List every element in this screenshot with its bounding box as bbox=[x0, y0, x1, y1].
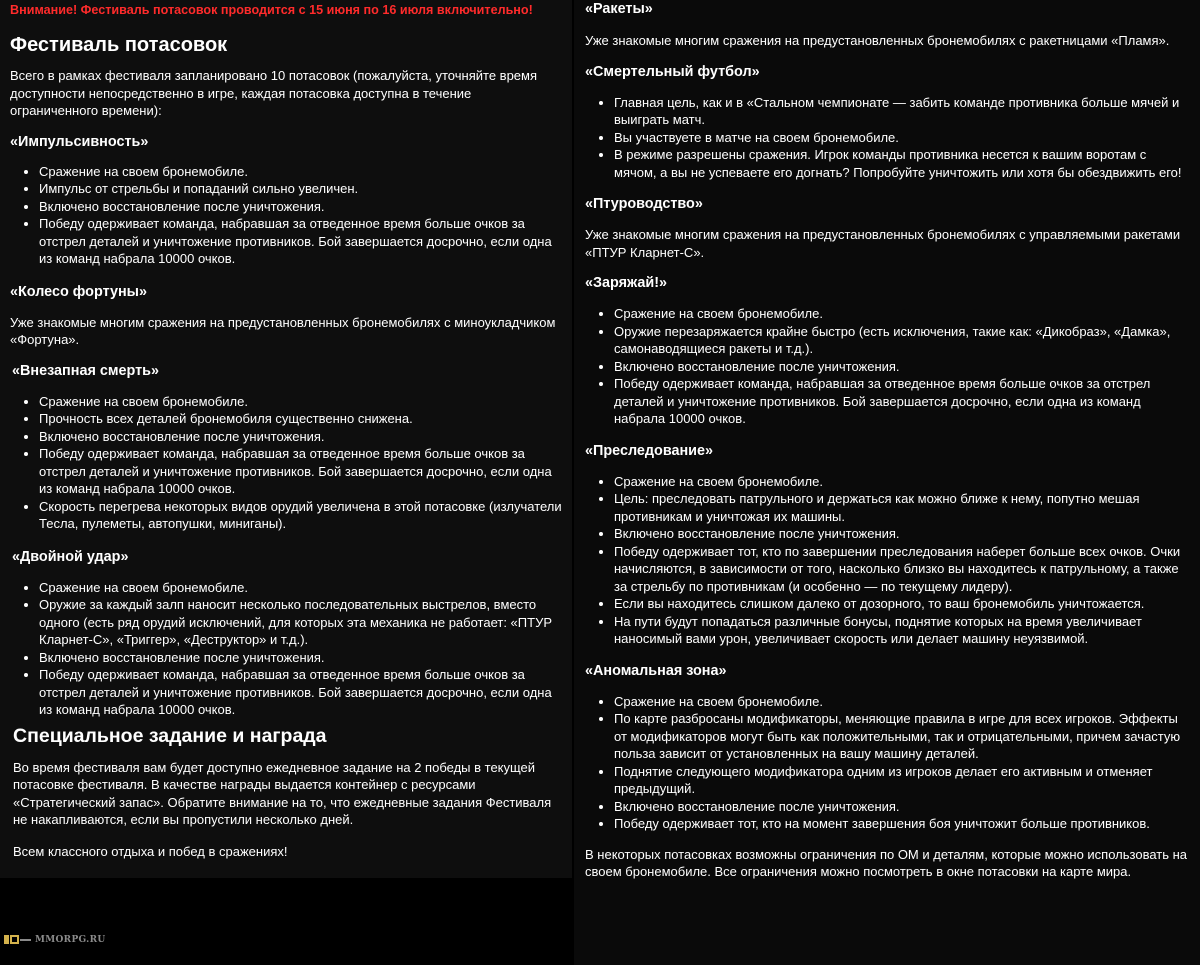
football-list bbox=[585, 94, 1190, 182]
mmorpg-logo-icon bbox=[4, 933, 32, 947]
pursuit-title: «Преследование» bbox=[585, 442, 714, 459]
list-item: • Оружие за каждый залп наносит несколько последовательных выстрелов, вместо одного (есть ряд орудий исключений, для которых эта механика не работает: «ПТУР Кларнет-С», «Триггер», «Деструктор» и т.д.). bbox=[39, 596, 562, 649]
list-item: • В режиме разрешены сражения. Игрок команды противника несется к вашим воротам с мячом, а вы не успеваете его догнать? Попробуйте уничтожить или хотя бы обездвижить его! bbox=[614, 146, 1190, 181]
festival-intro: Всего в рамках фестиваля запланировано 10 потасовок (пожалуйста, уточняйте время доступности непосредственно в игре, каждая потасовка доступна в течение ограниченного времени): bbox=[10, 68, 538, 118]
festival-notice: Внимание! Фестиваль потасовок проводится с 15 июня по 16 июля включительно! bbox=[10, 3, 533, 17]
rockets-title: «Ракеты» bbox=[585, 1, 653, 17]
sudden-title: «Внезапная смерть» bbox=[12, 362, 159, 379]
festival-title: Фестиваль потасовок bbox=[10, 34, 228, 56]
list-item: • Цель: преследовать патрульного и держаться как можно ближе к нему, попутно мешая противникам и уничтожая их машины. bbox=[614, 490, 1190, 525]
special-text: Во время фестиваля вам будет доступно ежедневное задание на 2 победы в текущей потасовке фестиваля. В качестве награды выдается контейнер с ресурсами «Стратегический запас». Обратите внимание на то, что ежедневные задания Фестиваля не накапливаются, если вы пропустили несколько дней. bbox=[13, 759, 552, 827]
list-item: • Сражение на своем бронемобиле. bbox=[614, 473, 1190, 491]
list-item: • Победу одерживает тот, кто на момент завершения боя уничтожит больше противников. bbox=[614, 815, 1190, 833]
left-column bbox=[0, 0, 572, 878]
list-item: • По карте разбросаны модификаторы, меняющие правила в игре для всех игроков. Эффекты от модификаторов могут быть как положительными, так и отрицательными, причем зачастую польза зависит от установленных на вашу машину деталей. bbox=[614, 710, 1190, 763]
list-item: • Если вы находитесь слишком далеко от дозорного, то ваш бронемобиль уничтожается. bbox=[614, 595, 1190, 613]
pursuit-list bbox=[585, 473, 1190, 648]
list-item: • Вы участвуете в матче на своем бронемобиле. bbox=[614, 129, 1190, 147]
list-item: • Скорость перегрева некоторых видов орудий увеличена в этой потасовке (излучатели Тесла, пулеметы, автопушки, миниганы). bbox=[39, 498, 562, 533]
list-item: • На пути будут попадаться различные бонусы, поднятие которых на время увеличивает наносимый вами урон, увеличивает скорость или делает машину неуязвимой. bbox=[614, 613, 1190, 648]
list-item: • Победу одерживает команда, набравшая за отведенное время больше очков за отстрел деталей и уничтожение противников. Бой завершается досрочно, если одна из команд набрала 10000 очков. bbox=[614, 375, 1190, 428]
reload-list bbox=[585, 305, 1190, 428]
right-column bbox=[574, 0, 1200, 965]
rockets-text: Уже знакомые многим сражения на предустановленных бронемобилях с ракетницами «Пламя». bbox=[585, 33, 1170, 48]
list-item: • Включено восстановление после уничтожения. bbox=[39, 198, 562, 216]
list-item: • Победу одерживает команда, набравшая за отведенное время больше очков за отстрел деталей и уничтожение противников. Бой завершается досрочно, если одна из команд набрала 10000 очков. bbox=[39, 666, 562, 719]
reload-title: «Заряжай!» bbox=[585, 275, 668, 291]
double-list bbox=[10, 579, 562, 719]
list-item: • Включено восстановление после уничтожения. bbox=[614, 798, 1190, 816]
closing-text: Всем классного отдыха и побед в сражениях! bbox=[13, 843, 288, 859]
list-item: • Сражение на своем бронемобиле. bbox=[39, 393, 562, 411]
list-item: • Прочность всех деталей бронемобиля существенно снижена. bbox=[39, 410, 562, 428]
impulse-title: «Импульсивность» bbox=[10, 133, 149, 150]
watermark-text: MMORPG.RU bbox=[35, 935, 106, 945]
list-item: • Включено восстановление после уничтожения. bbox=[614, 525, 1190, 543]
list-item: • Победу одерживает команда, набравшая за отведенное время больше очков за отстрел деталей и уничтожение противников. Бой завершается досрочно, если одна из команд набрала 10000 очков. bbox=[39, 445, 562, 498]
list-item: • Сражение на своем бронемобиле. bbox=[614, 693, 1190, 711]
atgm-text: Уже знакомые многим сражения на предустановленных бронемобилях с управляемыми ракетами «ПТУР Кларнет-С». bbox=[585, 227, 1181, 260]
list-item: • Победу одерживает команда, набравшая за отведенное время больше очков за отстрел деталей и уничтожение противников. Бой завершается досрочно, если одна из команд набрала 10000 очков. bbox=[39, 215, 562, 268]
double-title: «Двойной удар» bbox=[12, 548, 129, 565]
wheel-title: «Колесо фортуны» bbox=[10, 283, 147, 300]
anomaly-title: «Аномальная зона» bbox=[585, 662, 727, 679]
anomaly-list bbox=[585, 693, 1190, 833]
special-title: Специальное задание и награда bbox=[13, 724, 327, 747]
list-item: • Главная цель, как и в «Стальном чемпионате — забить команде противника больше мячей и выиграть матч. bbox=[614, 94, 1190, 129]
football-title: «Смертельный футбол» bbox=[585, 63, 760, 80]
sudden-list bbox=[10, 393, 562, 533]
mmorpg-watermark bbox=[4, 933, 106, 947]
list-item: • Оружие перезаряжается крайне быстро (есть исключения, такие как: «Дикобраз», «Дамка», самонаводящиеся ракеты и т.д.). bbox=[614, 323, 1190, 358]
list-item: • Включено восстановление после уничтожения. bbox=[39, 428, 562, 446]
wheel-text: Уже знакомые многим сражения на предустановленных бронемобилях с миноукладчиком «Фортуна». bbox=[10, 314, 556, 347]
list-item: • Сражение на своем бронемобиле. bbox=[614, 305, 1190, 323]
list-item: • Поднятие следующего модификатора одним из игроков делает его активным и отменяет предыдущий. bbox=[614, 763, 1190, 798]
list-item: • Сражение на своем бронемобиле. bbox=[39, 579, 562, 597]
list-item: • Включено восстановление после уничтожения. bbox=[614, 358, 1190, 376]
restrictions-text: В некоторых потасовках возможны ограничения по ОМ и деталям, которые можно использовать на своем бронемобиле. Все ограничения можно посмотреть в окне потасовки на карте мира. bbox=[585, 846, 1188, 879]
list-item: • Победу одерживает тот, кто по завершении преследования наберет больше всех очков. Очки начисляются, в зависимости от того, насколько близко вы находитесь к патрульному, а также за стрельбу по противникам (и особенно — по текущему лидеру). bbox=[614, 543, 1190, 596]
atgm-title: «Птуроводство» bbox=[585, 196, 703, 212]
list-item: • Сражение на своем бронемобиле. bbox=[39, 163, 562, 181]
impulse-list bbox=[10, 163, 562, 268]
list-item: • Включено восстановление после уничтожения. bbox=[39, 649, 562, 667]
list-item: • Импульс от стрельбы и попаданий сильно увеличен. bbox=[39, 180, 562, 198]
